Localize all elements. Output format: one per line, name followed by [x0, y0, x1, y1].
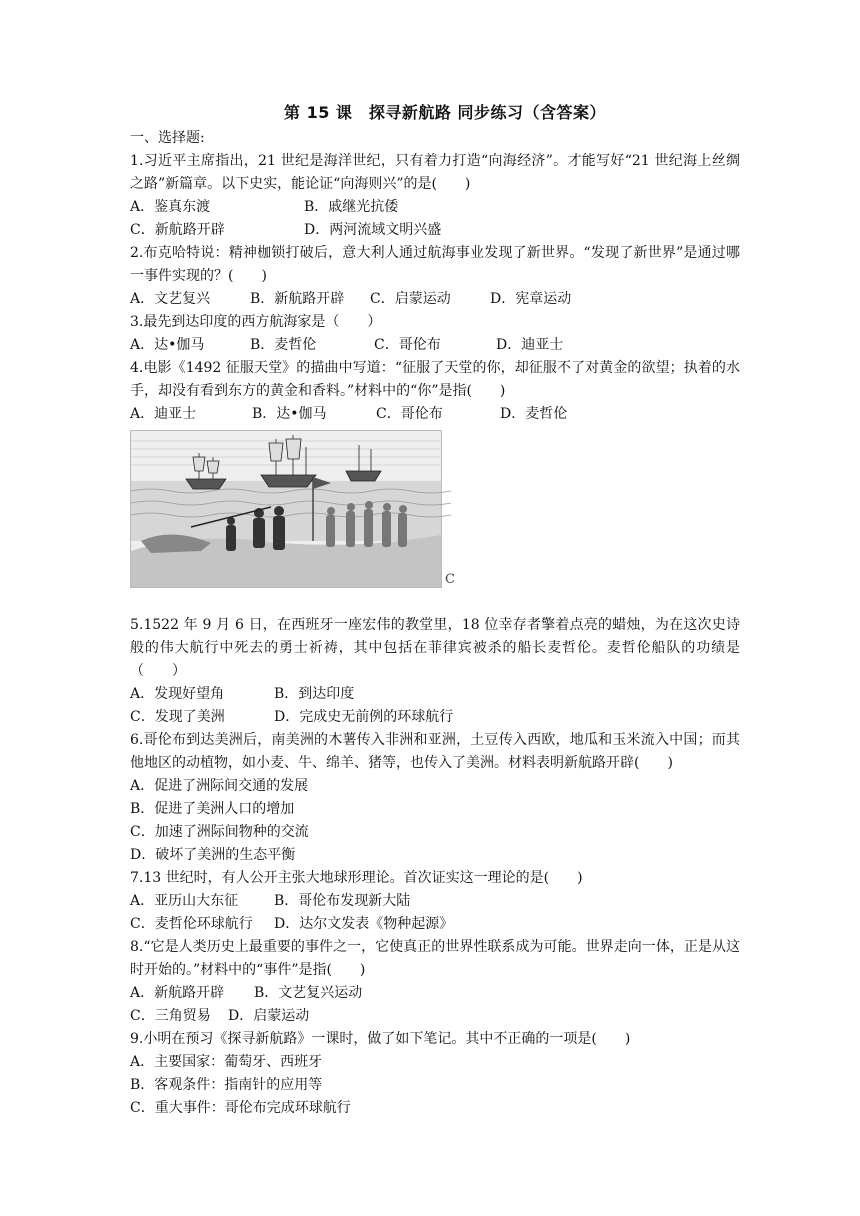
page-title: 第 15 课 探寻新航路 同步练习（含答案）	[284, 103, 606, 122]
q2-option-c[interactable]: C．启蒙运动	[370, 291, 451, 307]
q6-option-a[interactable]: A．促进了洲际间交通的发展	[130, 778, 309, 794]
q5-option-c[interactable]: C．发现了美洲	[130, 709, 225, 725]
q8-option-c[interactable]: C．三角贸易	[130, 1008, 211, 1024]
q2-option-a[interactable]: A．文艺复兴	[130, 291, 211, 307]
q1-options-row-2	[130, 219, 740, 242]
q8-options-row-2	[130, 1005, 740, 1028]
q1-option-d[interactable]: D．两河流域文明兴盛	[304, 222, 442, 238]
q8-option-d[interactable]: D．启蒙运动	[228, 1008, 310, 1024]
q6-option-c[interactable]: C．加速了洲际间物种的交流	[130, 824, 309, 840]
q5-option-d[interactable]: D．完成史无前例的环球航行	[274, 709, 454, 725]
explorers-landing-engraving	[130, 430, 455, 588]
q4-option-a[interactable]: A．迪亚士	[130, 406, 197, 422]
q8-options-row-1	[130, 982, 740, 1005]
question-7: 7.13 世纪时，有人公开主张大地球形理论。首次证实这一理论的是( )	[130, 870, 583, 886]
question-9: 9.小明在预习《探寻新航路》一课时，做了如下笔记。其中不正确的一项是( )	[130, 1031, 631, 1047]
q5-option-b[interactable]: B．到达印度	[274, 686, 355, 702]
q5-options-row-2	[130, 706, 740, 729]
question-3: 3.最先到达印度的西方航海家是（ ）	[130, 314, 382, 330]
question-5: 5.1522 年 9 月 6 日，在西班牙一座宏伟的教堂里，18 位幸存者擎着点亮的蜡烛，为在这次史诗般的伟大航行中死去的勇士祈祷，其中包括在菲律宾被杀的船长麦哲伦。麦哲伦船队的功绩是（ ）	[130, 617, 740, 679]
question-4: 4.电影《1492 征服天堂》的描曲中写道：“征服了天堂的你，却征服不了对黄金的欲望；执着的水手，却没有看到东方的黄金和香料。”材料中的“你”是指( )	[130, 360, 740, 399]
q4-options	[130, 403, 740, 426]
spacer	[130, 588, 740, 614]
q2-option-d[interactable]: D．宪章运动	[490, 291, 572, 307]
q5-option-a[interactable]: A．发现好望角	[130, 686, 225, 702]
question-1: 1.习近平主席指出，21 世纪是海洋世纪，只有着力打造“向海经济”。才能写好“21 世纪海上丝绸之路”新篇章。以下史实，能论证“向海则兴”的是( )	[130, 153, 740, 192]
q7-options-row-1	[130, 890, 740, 913]
image-corner-mark: C	[445, 572, 455, 587]
q7-options-row-2	[130, 913, 740, 936]
section-heading: 一、选择题:	[130, 130, 205, 146]
question-6: 6.哥伦布到达美洲后，南美洲的木薯传入非洲和亚洲，土豆传入西欧，地瓜和玉米流入中国；而其他地区的动植物，如小麦、牛、绵羊、猪等，也传入了美洲。材料表明新航路开辟( )	[130, 732, 740, 771]
q6-option-d[interactable]: D．破坏了美洲的生态平衡	[130, 847, 296, 863]
q3-option-d[interactable]: D．迪亚士	[496, 337, 564, 353]
q3-option-b[interactable]: B．麦哲伦	[250, 337, 317, 353]
worksheet-page	[130, 100, 740, 1120]
q9-option-a[interactable]: A．主要国家：葡萄牙、西班牙	[130, 1054, 323, 1070]
q5-options-row-1	[130, 683, 740, 706]
q4-option-d[interactable]: D．麦哲伦	[500, 406, 568, 422]
q6-option-b[interactable]: B．促进了美洲人口的增加	[130, 801, 295, 817]
question-8: 8.“它是人类历史上最重要的事件之一，它使真正的世界性联系成为可能。世界走向一体，正是从这时开始的。”材料中的“事件”是指( )	[130, 939, 740, 978]
q2-options	[130, 288, 740, 311]
engraving-drawing	[131, 431, 441, 587]
q1-option-c[interactable]: C．新航路开辟	[130, 222, 225, 238]
q7-option-a[interactable]: A．亚历山大东征	[130, 893, 239, 909]
q7-option-b[interactable]: B．哥伦布发现新大陆	[274, 893, 411, 909]
question-2: 2.布克哈特说：精神枷锁打破后，意大利人通过航海事业发现了新世界。“发现了新世界”是通过哪一事件实现的？( )	[130, 245, 740, 284]
q8-option-b[interactable]: B．文艺复兴运动	[254, 985, 363, 1001]
q3-options	[130, 334, 740, 357]
q8-option-a[interactable]: A．新航路开辟	[130, 985, 225, 1001]
q7-option-c[interactable]: C．麦哲伦环球航行	[130, 916, 253, 932]
q9-option-c[interactable]: C．重大事件：哥伦布完成环球航行	[130, 1100, 351, 1116]
q2-option-b[interactable]: B．新航路开辟	[250, 291, 345, 307]
q7-option-d[interactable]: D．达尔文发表《物种起源》	[274, 916, 454, 932]
q1-option-b[interactable]: B．戚继光抗倭	[304, 199, 399, 215]
q1-option-a[interactable]: A．鉴真东渡	[130, 199, 211, 215]
q3-option-a[interactable]: A．达•伽马	[130, 337, 205, 353]
q3-option-c[interactable]: C．哥伦布	[374, 337, 441, 353]
q4-option-b[interactable]: B．达•伽马	[252, 406, 327, 422]
q9-option-b[interactable]: B．客观条件：指南针的应用等	[130, 1077, 323, 1093]
q4-option-c[interactable]: C．哥伦布	[376, 406, 443, 422]
q1-options-row-1	[130, 196, 740, 219]
